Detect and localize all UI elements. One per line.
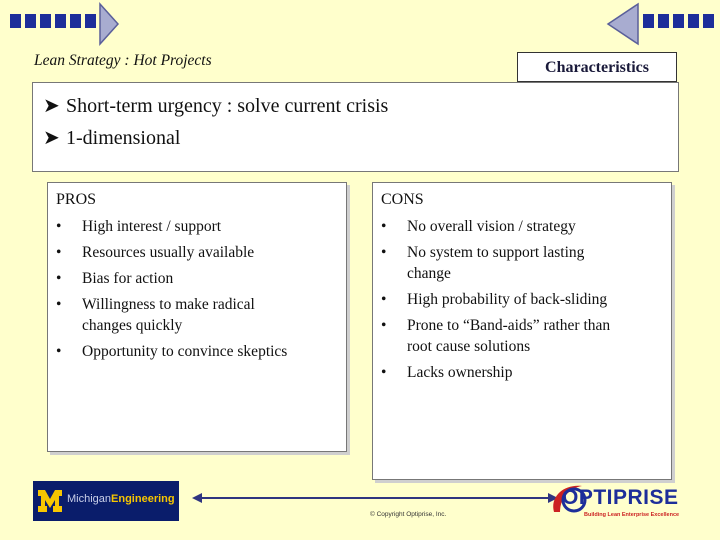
block-m-icon bbox=[37, 487, 63, 515]
slide-subtitle: Lean Strategy : Hot Projects bbox=[34, 52, 212, 69]
copyright-text: © Copyright Optiprise, Inc. bbox=[370, 511, 447, 518]
bullet-icon: • bbox=[381, 244, 387, 261]
header-decor-square bbox=[658, 14, 669, 28]
arrow-bullet-icon: ➤ bbox=[43, 95, 60, 117]
summary-item: ➤ 1-dimensional bbox=[43, 127, 181, 149]
cons-card: CONS • No overall vision / strategy • No system to support lasting change • High probability of back-sliding • Prone to “Band-aids” rather than root cause solutions • Lacks ownership bbox=[372, 182, 672, 480]
section-label: Characteristics bbox=[517, 52, 677, 82]
summary-item: ➤ Short-term urgency : solve current crisis bbox=[43, 95, 389, 117]
header-decor-square bbox=[643, 14, 654, 28]
next-arrow-icon[interactable] bbox=[98, 2, 120, 46]
summary-box bbox=[32, 82, 679, 172]
header-decor-square bbox=[55, 14, 66, 28]
optiprise-logo bbox=[548, 482, 688, 522]
header-decor-square bbox=[40, 14, 51, 28]
bullet-icon: • bbox=[56, 218, 62, 235]
header-decor-square bbox=[85, 14, 96, 28]
header-decor-square bbox=[673, 14, 684, 28]
bullet-icon: • bbox=[56, 343, 62, 360]
logo-text-michigan: Michigan bbox=[67, 493, 112, 505]
header-decor-square bbox=[10, 14, 21, 28]
bullet-icon: • bbox=[381, 291, 387, 308]
michigan-engineering-logo bbox=[33, 481, 179, 521]
logo-text-engineering: Engineering bbox=[111, 493, 175, 505]
pros-card: PROS • High interest / support • Resources usually available • Bias for action • Willingness to make radical changes quickly • Opportunity to convince skeptics bbox=[47, 182, 347, 452]
bullet-icon: • bbox=[381, 364, 387, 381]
optiprise-name: OPTIPRISE bbox=[562, 486, 679, 509]
bullet-icon: • bbox=[56, 244, 62, 261]
bullet-icon: • bbox=[381, 317, 387, 334]
optiprise-tagline: Building Lean Enterprise Excellence bbox=[584, 512, 680, 518]
header-decor-square bbox=[688, 14, 699, 28]
prev-arrow-icon[interactable] bbox=[606, 2, 640, 46]
header-decor-square bbox=[703, 14, 714, 28]
double-arrow-line-icon bbox=[190, 490, 560, 506]
bullet-icon: • bbox=[56, 296, 62, 313]
bullet-icon: • bbox=[381, 218, 387, 235]
cons-title: CONS bbox=[381, 191, 424, 208]
pros-title: PROS bbox=[56, 191, 97, 208]
bullet-icon: • bbox=[56, 270, 62, 287]
header-decor-square bbox=[70, 14, 81, 28]
header-decor-square bbox=[25, 14, 36, 28]
arrow-bullet-icon: ➤ bbox=[43, 127, 60, 149]
